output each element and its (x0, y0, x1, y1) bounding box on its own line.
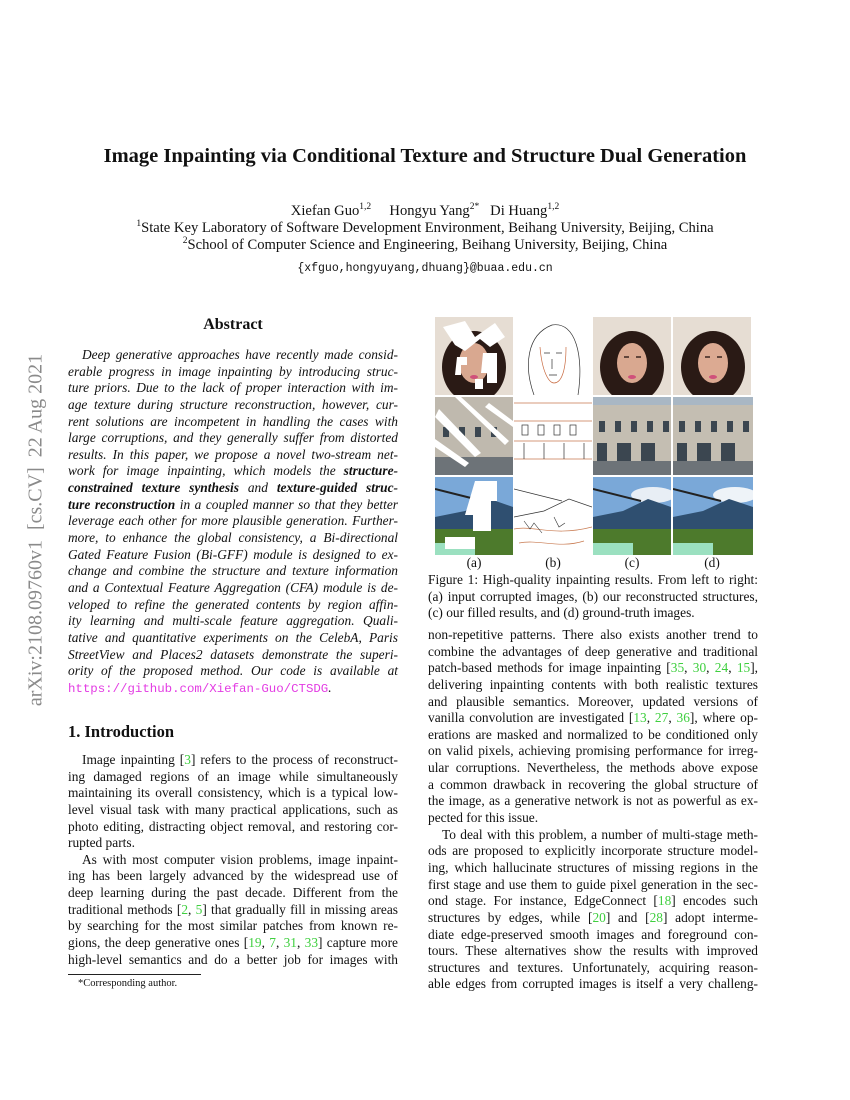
text-span: rupted parts. (68, 835, 135, 851)
ground-truth-building-image (673, 397, 753, 475)
ground-truth-face-image (673, 317, 751, 395)
paper-title: Image Inpainting via Conditional Texture and Structure Dual Generation (103, 145, 747, 167)
text-span: tative and quantitative experiments on the CelebA, Paris (68, 629, 398, 645)
text-span: To deal with this problem, a number of multi-stage meth- (442, 826, 758, 842)
text-span: more, to enhance the global consistency, a Bi-directional (68, 530, 398, 546)
text-span: ], where op- (689, 710, 758, 726)
text-span: able edges from corrupted images is itself a very challeng- (428, 976, 758, 992)
text-line (68, 580, 398, 597)
text-span: and plausible semantics. Moreover, updated versions of (428, 693, 758, 709)
text-span: ] refers to the process of reconstruct- (190, 752, 398, 767)
text-line (428, 644, 758, 661)
text-span: , (668, 710, 677, 726)
text-line (428, 793, 758, 810)
text-span: the image, as a generative network is not as powerful as ex- (428, 793, 758, 809)
text-span: ] adopt interme- (662, 909, 759, 925)
text-span: ods are proposed to explicitly incorporate structure model- (428, 843, 758, 859)
text-line (68, 547, 398, 564)
figure-1-grid (435, 317, 753, 555)
text-line (68, 463, 398, 480)
citation-link[interactable]: 28 (649, 909, 663, 925)
text-span: , (646, 710, 655, 726)
text-span: structures and textures. Unfortunately, acquiring reason- (428, 959, 758, 975)
text-line (428, 660, 758, 677)
text-span: Image inpainting [ (82, 752, 185, 767)
text-line (68, 380, 398, 397)
text-line (68, 752, 398, 769)
subfigure-label-d: (d) (704, 555, 720, 570)
text-line (68, 663, 398, 680)
text-span: veloped to refine the generated contents by region affin- (68, 596, 398, 612)
text-line (68, 802, 398, 819)
text-span: ular corruptions. Nevertheless, the methods above expose (428, 760, 758, 776)
text-line (68, 647, 398, 664)
citation-link[interactable]: 15 (736, 660, 751, 676)
citation-link[interactable]: 3 (184, 752, 191, 767)
author-affiliation-mark: 1,2 (359, 202, 372, 212)
text-line (428, 976, 758, 993)
text-line (68, 918, 398, 935)
text-line (428, 710, 758, 727)
text-line (428, 827, 758, 844)
corrupted-face-image (435, 317, 513, 395)
text-line (68, 414, 398, 431)
text-span: pected for this issue. (428, 810, 539, 826)
text-line (68, 952, 398, 969)
text-span: StreetView and Places2 datasets demonstrate the superi- (68, 646, 398, 662)
text-line (68, 613, 398, 630)
text-span: ing damaged regions of an image while simultaneously (68, 768, 398, 784)
text-line (68, 397, 398, 414)
face-structure-edge-map (514, 317, 592, 395)
text-line (68, 364, 398, 381)
text-line (428, 927, 758, 944)
text-line (68, 347, 398, 364)
ground-truth-landscape-image (673, 477, 753, 555)
filled-landscape-result (593, 477, 671, 555)
citation-link[interactable]: 24 (714, 660, 729, 676)
text-line (428, 727, 758, 744)
text-line (428, 743, 758, 760)
text-line (428, 777, 758, 794)
citation-link[interactable]: 35 (670, 660, 685, 676)
text-line (68, 885, 398, 902)
text-span: , (296, 935, 305, 951)
text-span: structures by edges, while [ (428, 909, 593, 925)
text-line (68, 902, 398, 919)
caption-line: (c) our filled results, and (d) ground-truth images. (428, 605, 695, 621)
author-name: Hongyu Yang (389, 202, 470, 219)
citation-link[interactable]: 7 (269, 935, 276, 951)
citation-link[interactable]: 31 (283, 935, 297, 951)
text-span: delivering inpainting contents with both realistic textures (428, 676, 758, 692)
text-line (428, 943, 758, 960)
text-span: , (706, 660, 715, 676)
text-span: ing, which hallucinate structures of missing regions in the (428, 859, 758, 875)
text-line (68, 852, 398, 869)
author-emails: {xfguo,hongyuyang,dhuang}@buaa.edu.cn (297, 262, 553, 275)
text-span: , (684, 660, 693, 676)
text-line (68, 447, 398, 464)
subfigure-label-c: (c) (624, 555, 640, 570)
text-span: erable progress in image inpainting by introducing struc- (68, 363, 398, 379)
text-span: tours. These alternatives show the results with improved (428, 943, 758, 959)
citation-link[interactable]: 27 (654, 710, 669, 726)
affiliation-1 (0, 219, 850, 237)
text-span: vanilla convolution are investigated [ (428, 710, 634, 726)
affiliation-mark: 1 (136, 219, 142, 229)
text-span: ond stage. For instance, EdgeConnect [ (428, 893, 658, 909)
citation-link[interactable]: 20 (592, 909, 606, 925)
text-line (428, 677, 758, 694)
author-name: Xiefan Guo (290, 202, 360, 219)
caption-line: Figure 1: High-quality inpainting results. From left to right: (428, 572, 758, 587)
text-span: and (239, 480, 277, 496)
text-span: ture priors. Due to the lack of proper interaction with im- (68, 380, 398, 396)
text-span: , (261, 935, 270, 951)
author-affiliation-mark: 1,2 (547, 202, 560, 212)
citation-link[interactable]: 33 (304, 935, 319, 951)
affiliation-2 (0, 236, 850, 254)
text-span: rent solutions are incompetent in handling the cases with (68, 413, 398, 429)
author-name: Di Huang (490, 202, 548, 219)
text-span: leverage each other for more plausible generation. Further- (68, 513, 398, 529)
text-line (68, 497, 398, 514)
text-line (68, 430, 398, 447)
text-line (428, 860, 758, 877)
text-span: texture-guided struc- (276, 480, 399, 496)
text-line (428, 627, 758, 644)
text-span: ing has been largely advanced by the widespread use of (68, 868, 398, 884)
right-column-body (428, 627, 758, 993)
text-span: , (728, 660, 737, 676)
text-span: level visual task with many practical applications, such as (68, 801, 398, 817)
subfigure-label-b: (b) (545, 555, 561, 570)
affiliation-text: School of Computer Science and Engineering, Beihang University, Beijing, China (187, 236, 668, 253)
citation-link[interactable]: 13 (633, 710, 647, 726)
text-span: As with most computer vision problems, image inpaint- (82, 851, 398, 867)
citation-link[interactable]: 36 (676, 710, 690, 726)
citation-link[interactable]: 19 (248, 935, 262, 951)
text-span: ] capture more (318, 935, 398, 951)
corrupted-building-image (435, 397, 513, 475)
building-structure-edge-map (514, 397, 592, 475)
text-span: ] encodes such (671, 893, 758, 909)
text-span: ority of the proposed method. Our code is available at (68, 663, 398, 679)
arxiv-identifier-stamp: arXiv:2108.09760v1 [cs.CV] 22 Aug 2021 (24, 353, 47, 707)
text-line (68, 630, 398, 647)
affiliation-text: State Key Laboratory of Software Development Environment, Beihang University, Beijing, China (141, 219, 714, 236)
footnote-divider (68, 974, 201, 975)
text-span: traditional methods [ (68, 901, 182, 917)
text-line (68, 563, 398, 580)
figure-1-caption (428, 572, 758, 622)
text-span: , (275, 935, 284, 951)
text-line (68, 785, 398, 802)
caption-line: (a) input corrupted images, (b) our reconstructed structures, (428, 588, 758, 604)
text-line (68, 530, 398, 547)
text-line (68, 769, 398, 786)
text-span: deep learning during the past decade. Different from the (68, 885, 398, 901)
text-span: work for image inpainting, which models the (68, 463, 344, 479)
corrupted-landscape-image (435, 477, 513, 555)
text-span: maintaining its overall consistency, which is a typical low- (68, 785, 398, 801)
text-span: photo editing, distracting object removal, and restoring cor- (68, 818, 398, 834)
code-url-link[interactable]: https://github.com/Xiefan-Guo/CTSDG (68, 681, 329, 696)
text-span: patch-based methods for image inpainting [ (428, 660, 671, 676)
text-line (428, 810, 758, 827)
text-span: combine the advantages of deep generative and traditional (428, 643, 758, 659)
text-line (68, 597, 398, 614)
text-span: on valid pixels, achieving promising performance for irreg- (428, 743, 758, 759)
filled-face-result (593, 317, 671, 395)
citation-link[interactable]: 18 (657, 893, 672, 909)
filled-building-result (593, 397, 671, 475)
text-span: structure- (343, 463, 398, 479)
text-line (68, 835, 398, 852)
text-line (428, 960, 758, 977)
text-line (428, 910, 758, 927)
text-span: change and combine the structure and texture information (68, 563, 398, 579)
text-span: ] that gradually fill in missing areas (202, 901, 398, 917)
text-span: erations are masked and normalized to be conditioned only (428, 726, 758, 742)
text-line (68, 868, 398, 885)
citation-link[interactable]: 2 (181, 901, 189, 917)
affiliation-mark: 2 (182, 236, 188, 246)
text-span: results. In this paper, we propose a novel two-stream net- (68, 446, 398, 462)
subfigure-label-a: (a) (466, 555, 482, 570)
text-line (68, 680, 398, 697)
abstract-body (68, 347, 398, 696)
text-span: gions, the deep generative ones [ (68, 935, 249, 951)
text-span: in a coupled manner so that they better (175, 496, 399, 512)
text-span: ], (750, 660, 759, 676)
footnote: *Corresponding author. (78, 978, 178, 989)
text-line (68, 480, 398, 497)
text-span: and a Contextual Feature Aggregation (CFA) module is de- (68, 579, 398, 595)
text-span: Deep generative approaches have recently made consid- (82, 347, 398, 362)
text-line (68, 935, 398, 952)
text-span: ture reconstruction (68, 496, 176, 512)
text-line (68, 819, 398, 836)
text-line (428, 843, 758, 860)
author-list (0, 202, 850, 220)
text-span: Gated Feature Fusion (Bi-GFF) module is designed to ex- (68, 546, 398, 562)
text-span: high-level semantics and do a better job for images with (68, 951, 398, 967)
text-span: constrained texture synthesis (68, 480, 239, 496)
text-span: . (328, 679, 332, 695)
text-line (68, 513, 398, 530)
text-span: age texture during structure reconstruction, however, cur- (68, 396, 398, 412)
text-span: ] and [ (605, 909, 650, 925)
text-span: by searching for the most similar patches from known re- (68, 918, 398, 934)
abstract-heading: Abstract (203, 316, 263, 333)
introduction-body (68, 752, 398, 968)
landscape-structure-edge-map (514, 477, 592, 555)
text-line (428, 694, 758, 711)
citation-link[interactable]: 30 (692, 660, 707, 676)
author-affiliation-mark: 2* (469, 202, 480, 212)
text-line (428, 760, 758, 777)
section-heading-introduction: 1. Introduction (68, 722, 175, 741)
text-line (428, 877, 758, 894)
text-span: a common drawback in recovering the global structure of (428, 776, 758, 792)
text-span: diate edge-preserved smooth images and foreground con- (428, 926, 758, 942)
text-span: , (188, 901, 196, 917)
citation-link[interactable]: 5 (195, 901, 203, 917)
text-span: large corruptions, and they generally suffer from distorted (68, 430, 398, 446)
text-span: first stage and use them to guide pixel generation in the sec- (428, 876, 758, 892)
text-line (428, 893, 758, 910)
text-span: non-repetitive patterns. There also exists another trend to (428, 627, 758, 642)
text-span: ity learning and multi-scale feature aggregation. Quali- (68, 613, 398, 629)
